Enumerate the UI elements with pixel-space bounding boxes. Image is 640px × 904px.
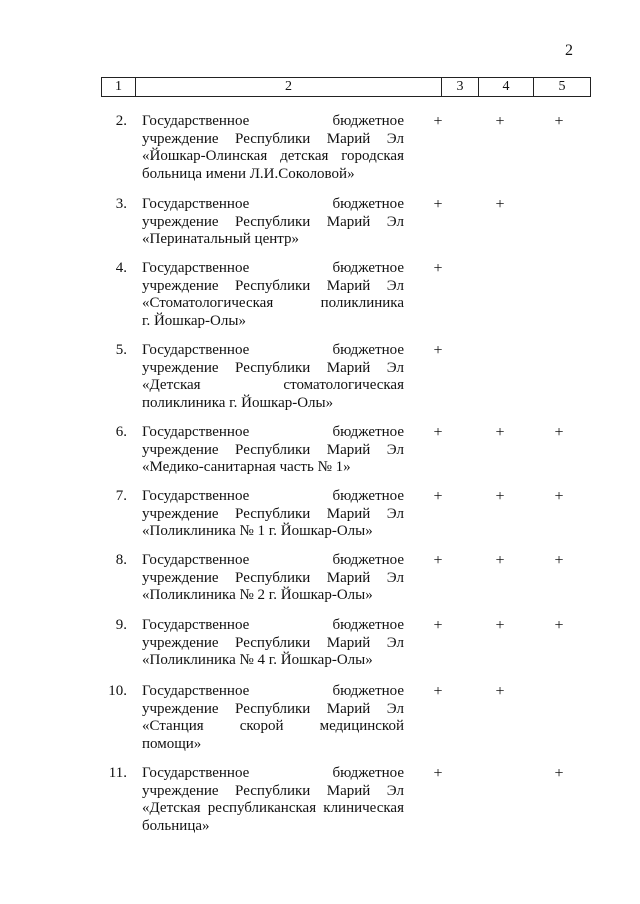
mark-c3: +	[433, 342, 443, 359]
row-number: 6.	[115, 424, 127, 440]
mark-c3: +	[433, 552, 443, 569]
row-number: 2.	[115, 113, 127, 129]
institution-name	[142, 617, 404, 670]
mark-c3: +	[433, 617, 443, 634]
institution-name-line: учреждение Республики Марий Эл	[142, 700, 404, 717]
institution-name-line: г. Йошкар-Олы»	[142, 312, 246, 329]
institution-name-line: учреждение Республики Марий Эл	[142, 634, 404, 651]
page-number: 2	[565, 42, 573, 59]
institution-name-line: учреждение Республики Марий Эл	[142, 213, 404, 230]
institution-name	[142, 765, 404, 835]
institution-name-line: Государственное бюджетное	[142, 196, 404, 212]
mark-c5: +	[554, 765, 564, 782]
institution-name-line: помощи»	[142, 735, 202, 752]
row-number: 9.	[115, 617, 127, 633]
mark-c3: +	[433, 424, 443, 441]
institution-name-line: Государственное бюджетное	[142, 342, 404, 358]
mark-c5: +	[554, 488, 564, 505]
institution-name-line: Государственное бюджетное	[142, 552, 404, 568]
institution-name-line: «Детская стоматологическая	[142, 377, 404, 393]
mark-c5: +	[554, 424, 564, 441]
row-number: 10.	[108, 683, 127, 699]
institution-name-line: учреждение Республики Марий Эл	[142, 130, 404, 147]
row-number: 4.	[115, 260, 127, 276]
mark-c3: +	[433, 488, 443, 505]
institution-name-line: «Йошкар-Олинская детская городская	[142, 148, 404, 164]
institution-name	[142, 488, 404, 541]
mark-c4: +	[495, 617, 505, 634]
institution-name-line: Государственное бюджетное	[142, 488, 404, 504]
mark-c4: +	[495, 488, 505, 505]
institution-name-line: учреждение Республики Марий Эл	[142, 359, 404, 376]
institution-name-line: «Медико-санитарная часть № 1»	[142, 459, 351, 475]
mark-c4: +	[495, 113, 505, 130]
mark-c3: +	[433, 765, 443, 782]
institution-name-line: Государственное бюджетное	[142, 617, 404, 633]
row-number: 7.	[115, 488, 127, 504]
institution-name-line: учреждение Республики Марий Эл	[142, 782, 404, 799]
institution-name-line: «Поликлиника № 4 г. Йошкар-Олы»	[142, 652, 373, 668]
institution-name	[142, 196, 404, 249]
institution-name	[142, 424, 404, 477]
institution-name	[142, 552, 404, 605]
institution-name-line: учреждение Республики Марий Эл	[142, 505, 404, 522]
institution-name-line: «Поликлиника № 2 г. Йошкар-Олы»	[142, 587, 373, 603]
mark-c3: +	[433, 260, 443, 277]
table-header	[101, 77, 591, 97]
row-number: 11.	[108, 765, 127, 781]
header-col-3: 3	[442, 78, 479, 97]
institution-name-line: «Станция скорой медицинской	[142, 718, 404, 734]
mark-c3: +	[433, 113, 443, 130]
institution-name-line: больница»	[142, 817, 210, 834]
mark-c4: +	[495, 196, 505, 213]
institution-name-line: «Перинатальный центр»	[142, 231, 300, 247]
row-number: 3.	[115, 196, 127, 212]
institution-name-line: Государственное бюджетное	[142, 765, 404, 781]
header-col-5: 5	[534, 78, 591, 97]
mark-c5: +	[554, 113, 564, 130]
row-number: 5.	[115, 342, 127, 358]
mark-c3: +	[433, 196, 443, 213]
header-col-4: 4	[479, 78, 534, 97]
mark-c3: +	[433, 683, 443, 700]
institution-name-line: «Поликлиника № 1 г. Йошкар-Олы»	[142, 523, 373, 539]
row-number: 8.	[115, 552, 127, 568]
institution-name-line: Государственное бюджетное	[142, 260, 404, 276]
mark-c4: +	[495, 683, 505, 700]
institution-name	[142, 683, 404, 753]
institution-name-line: поликлиника г. Йошкар-Олы»	[142, 394, 334, 411]
institution-name	[142, 260, 404, 330]
institution-name-line: «Детская республиканская клиническая	[142, 800, 404, 816]
mark-c5: +	[554, 617, 564, 634]
institution-name-line: больница имени Л.И.Соколовой»	[142, 165, 355, 182]
institution-name-line: учреждение Республики Марий Эл	[142, 441, 404, 458]
institution-name	[142, 342, 404, 412]
institution-name-line: Государственное бюджетное	[142, 424, 404, 440]
institution-name-line: учреждение Республики Марий Эл	[142, 569, 404, 586]
mark-c4: +	[495, 424, 505, 441]
institution-name-line: Государственное бюджетное	[142, 113, 404, 129]
institution-name-line: Государственное бюджетное	[142, 683, 404, 699]
institution-name-line: учреждение Республики Марий Эл	[142, 277, 404, 294]
header-col-1: 1	[102, 78, 136, 97]
header-col-2: 2	[136, 78, 442, 97]
institution-name	[142, 113, 404, 183]
mark-c5: +	[554, 552, 564, 569]
institution-name-line: «Стоматологическая поликлиника	[142, 295, 404, 311]
mark-c4: +	[495, 552, 505, 569]
